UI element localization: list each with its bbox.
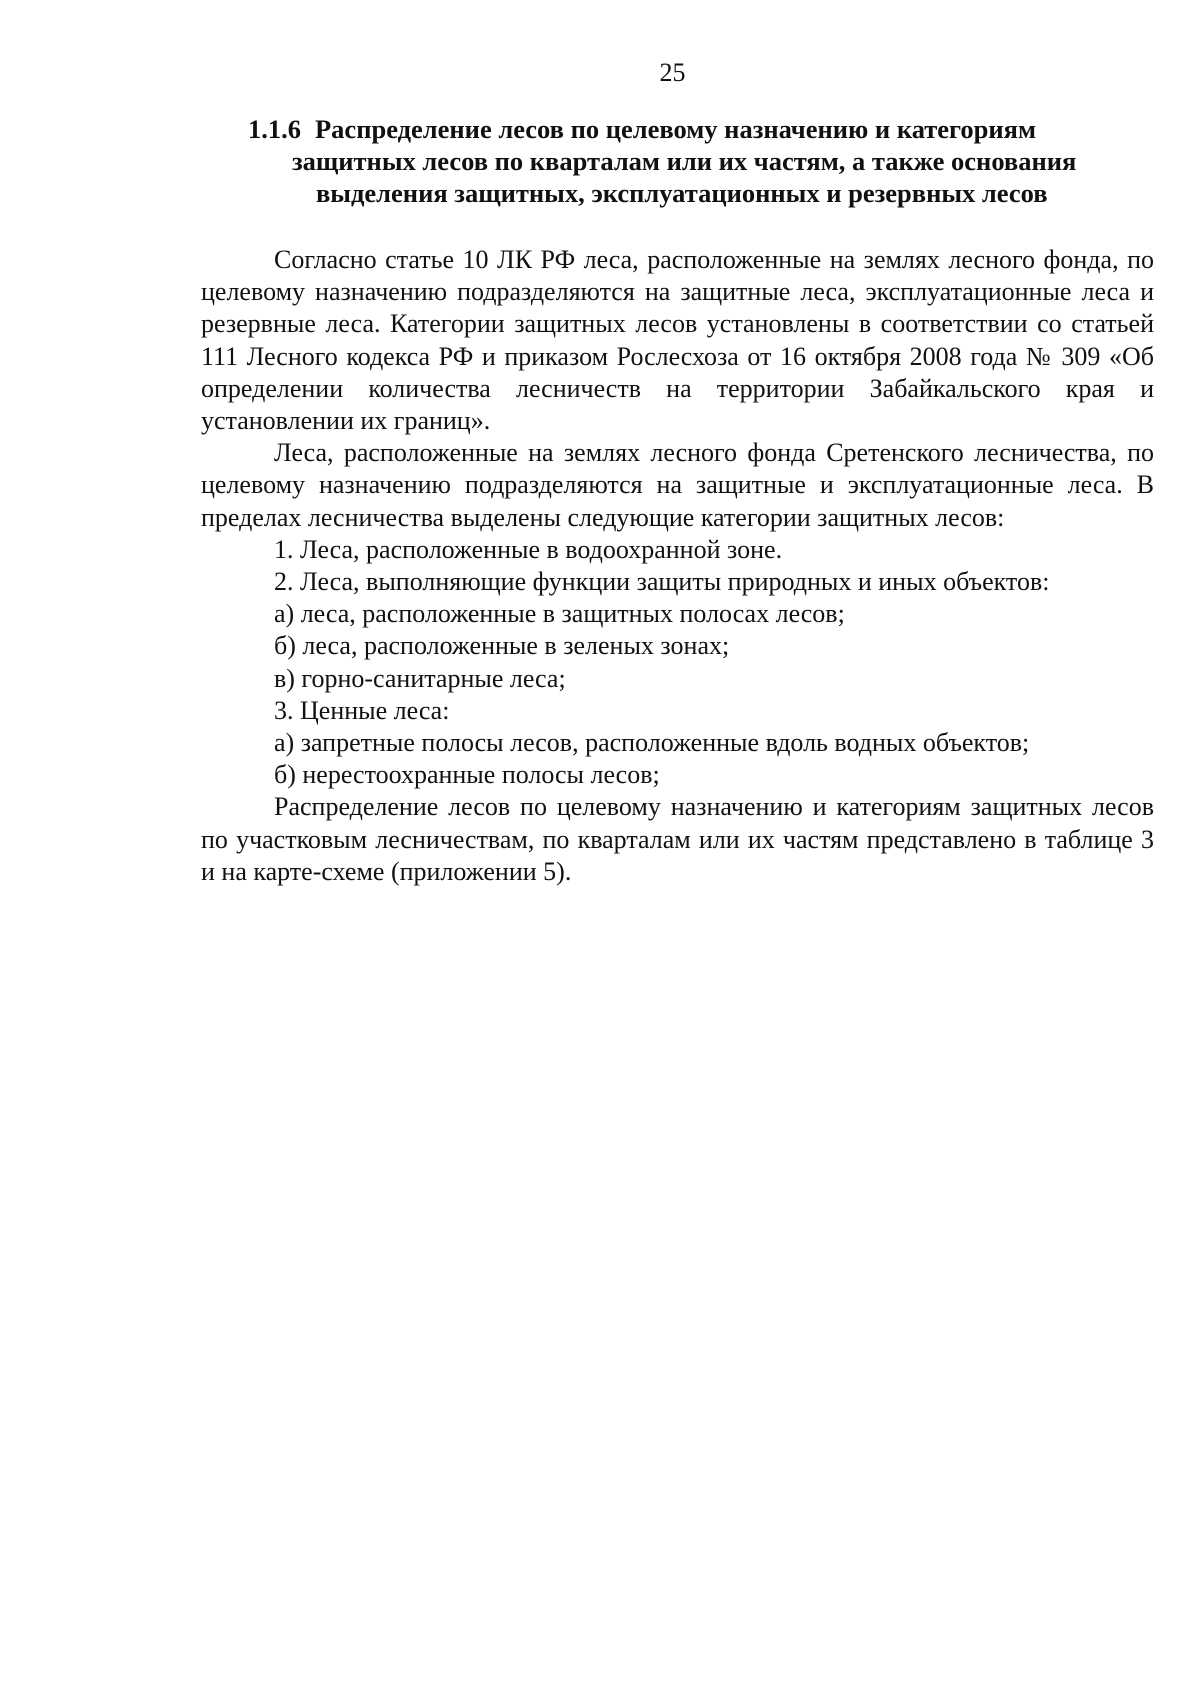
list-item: а) леса, расположенные в защитных полосах лесов; bbox=[274, 599, 845, 629]
list-item: б) нерестоохранные полосы лесов; bbox=[274, 760, 660, 790]
section-title-line-3: выделения защитных, эксплуатационных и резервных лесов bbox=[316, 178, 1048, 208]
section-heading-line-1 bbox=[200, 113, 1154, 145]
body-text bbox=[201, 244, 1154, 888]
section-title-line-1: Распределение лесов по целевому назначению и категориям bbox=[315, 114, 1037, 144]
section-title-line-2: защитных лесов по кварталам или их частям, а также основания bbox=[292, 146, 1077, 176]
list-item: 2. Леса, выполняющие функции защиты природных и иных объектов: bbox=[274, 567, 1050, 597]
page-number: 25 bbox=[659, 58, 686, 87]
list-item: а) запретные полосы лесов, расположенные вдоль водных объектов; bbox=[274, 728, 1030, 758]
list-item: в) горно-санитарные леса; bbox=[274, 663, 566, 693]
section-heading bbox=[200, 113, 1154, 209]
body-paragraph: Леса, расположенные на землях лесного фонда Сретенского лесничества, по целевому назначению подразделяются на защитные и эксплуатационные леса. В пределах лесничества выделены следующие категории защитных лесов: bbox=[201, 438, 1154, 532]
list-item: б) леса, расположенные в зеленых зонах; bbox=[274, 631, 730, 661]
section-number: 1.1.6 bbox=[248, 114, 301, 144]
list-item: 3. Ценные леса: bbox=[274, 695, 450, 725]
closing-paragraph: Распределение лесов по целевому назначению и категориям защитных лесов по участковым лесничествам, по кварталам или их частям представлено в таблице 3 и на карте-схеме (приложении 5). bbox=[201, 792, 1154, 886]
body-paragraph: Согласно статье 10 ЛК РФ леса, расположенные на землях лесного фонда, по целевому назначению подразделяются на защитные леса, эксплуатационные леса и резервные леса. Категории защитных лесов установлены в соответствии со статьей 111 Лесного кодекса РФ и приказом Рослесхоза от 16 октября 2008 года № 309 «Об определении количества лесничеств на территории Забайкальского края и установлении их границ». bbox=[201, 245, 1154, 436]
list-item: 1. Леса, расположенные в водоохранной зоне. bbox=[274, 534, 783, 564]
